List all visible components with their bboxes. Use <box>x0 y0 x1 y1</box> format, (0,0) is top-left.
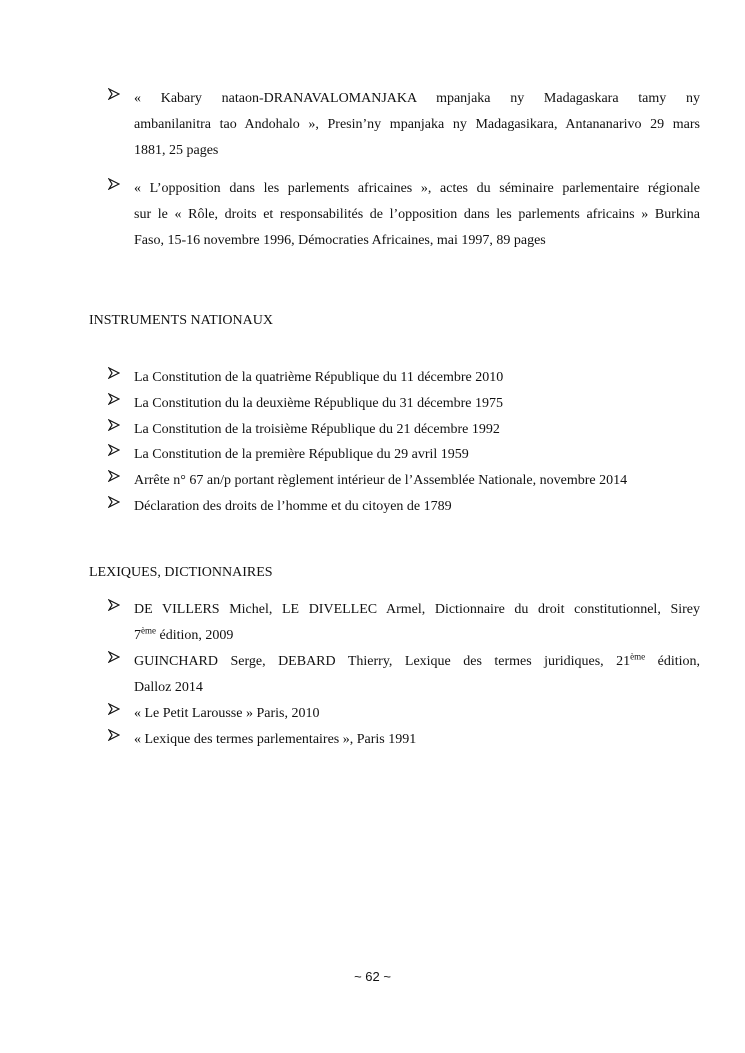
lexique-line: « Lexique des termes parlementaires », Paris 1991 <box>134 732 417 747</box>
arrowhead-bullet-icon <box>108 178 120 190</box>
reference-line: ambanilanitra tao Andohalo », Presin’ny mpanjaka ny Madagasikara, Antananarivo 29 mars <box>134 117 700 132</box>
arrowhead-bullet-icon <box>108 419 120 431</box>
edition-superscript: ème <box>630 651 646 662</box>
arrowhead-bullet-icon <box>108 651 120 663</box>
list-item <box>108 468 700 494</box>
lexique-line: « Le Petit Larousse » Paris, 2010 <box>134 706 320 721</box>
list-item <box>108 365 700 391</box>
reference-line: « Kabary nataon-DRANAVALOMANJAKA mpanjaka ny Madagaskara tamy ny <box>134 91 700 106</box>
arrowhead-bullet-icon <box>108 729 120 741</box>
list-item <box>108 176 700 254</box>
instrument-text: La Constitution de la première République du 29 avril 1959 <box>134 447 469 463</box>
lexique-line: Dalloz 2014 <box>134 680 203 695</box>
reference-line: « L’opposition dans les parlements africaines », actes du séminaire parlementaire régionale <box>134 181 700 196</box>
lexique-line <box>134 649 700 675</box>
reference-line: 1881, 25 pages <box>134 143 219 158</box>
lexiques-list <box>108 597 700 753</box>
list-item <box>108 391 700 417</box>
arrowhead-bullet-icon <box>108 703 120 715</box>
lexique-text: GUINCHARD Serge, DEBARD Thierry, Lexique des termes juridiques, 21 <box>134 654 631 669</box>
instrument-text: Déclaration des droits de l’homme et du citoyen de 1789 <box>134 498 452 514</box>
list-item <box>108 649 700 701</box>
list-item <box>108 494 700 520</box>
list-item <box>108 597 700 649</box>
section-heading-instruments: INSTRUMENTS NATIONAUX <box>89 313 273 328</box>
reference-list <box>108 86 700 254</box>
list-item <box>108 417 700 443</box>
arrowhead-bullet-icon <box>108 444 120 456</box>
lexique-line: DE VILLERS Michel, LE DIVELLEC Armel, Dictionnaire du droit constitutionnel, Sirey <box>134 602 700 617</box>
arrowhead-bullet-icon <box>108 393 120 405</box>
edition-superscript: ème <box>141 625 156 636</box>
instrument-text: Arrête n° 67 an/p portant règlement intérieur de l’Assemblée Nationale, novembre 2014 <box>134 473 628 489</box>
list-item <box>108 727 700 753</box>
lexique-line <box>134 623 700 649</box>
list-item <box>108 442 700 468</box>
edition-text: édition, <box>645 654 700 669</box>
instruments-list <box>108 365 700 520</box>
section-heading-lexiques: LEXIQUES, DICTIONNAIRES <box>89 565 273 580</box>
instrument-text: La Constitution de la troisième République du 21 décembre 1992 <box>134 421 500 437</box>
instrument-text: La Constitution du la deuxième République du 31 décembre 1975 <box>134 395 503 411</box>
instrument-text: La Constitution de la quatrième République du 11 décembre 2010 <box>134 370 504 385</box>
edition-number: 7 <box>134 628 141 643</box>
arrowhead-bullet-icon <box>108 496 120 508</box>
page-number: ~ 62 ~ <box>354 969 391 984</box>
reference-line: sur le « Rôle, droits et responsabilités de l’opposition dans les parlements africains » Burkina <box>134 207 700 222</box>
arrowhead-bullet-icon <box>108 470 120 482</box>
list-item <box>108 86 700 164</box>
edition-text: édition, 2009 <box>156 628 234 643</box>
list-item <box>108 701 700 727</box>
arrowhead-bullet-icon <box>108 88 120 100</box>
arrowhead-bullet-icon <box>108 367 120 379</box>
arrowhead-bullet-icon <box>108 599 120 611</box>
reference-line: Faso, 15-16 novembre 1996, Démocraties Africaines, mai 1997, 89 pages <box>134 233 546 248</box>
